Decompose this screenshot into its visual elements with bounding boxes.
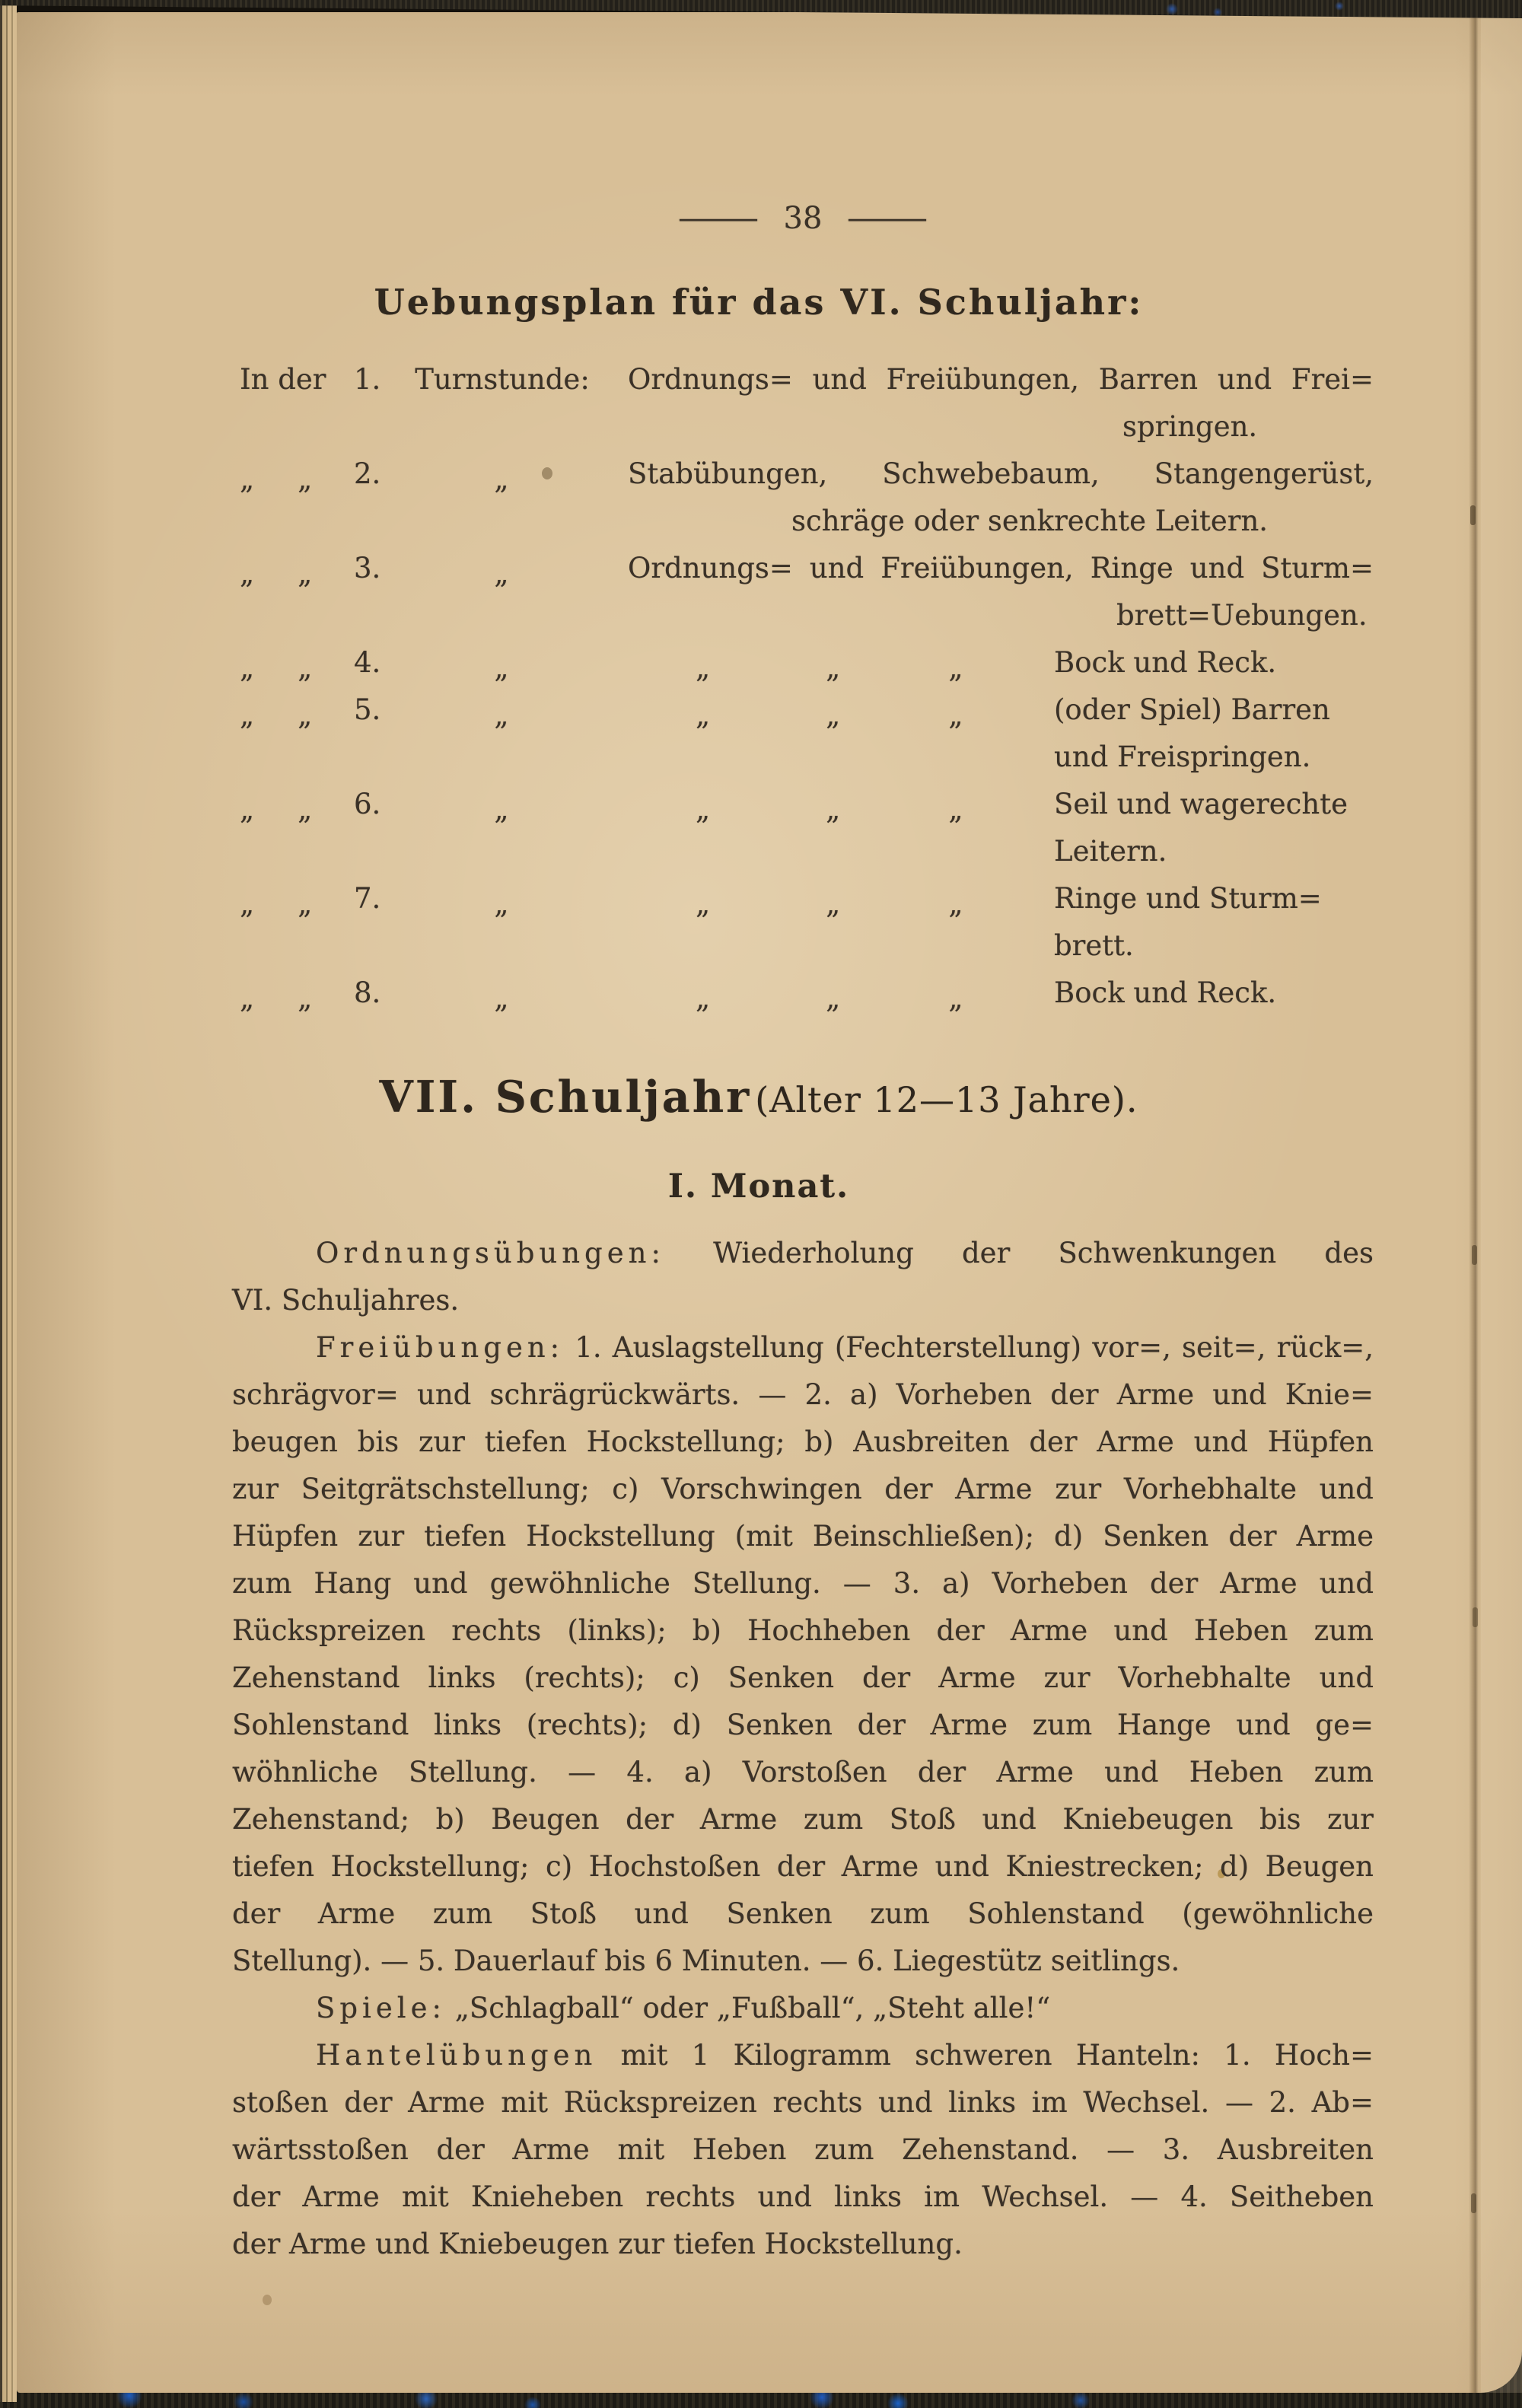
ditto-mark: „: [494, 982, 511, 1014]
text-line: [232, 2032, 1374, 2079]
ditto-mark: „: [696, 982, 712, 1014]
row-content: [601, 356, 1374, 451]
section-heading-title: VII. Schuljahr: [379, 1072, 752, 1123]
row-ditto-marks: [232, 875, 354, 922]
text-span: „Schlagball“ oder „Fußball“, „Steht alle!“: [454, 1992, 1051, 2024]
text-line: zur Seitgrätschstellung; c) Vorschwingen der Arme zur Vorhebhalte und: [232, 1473, 1374, 1505]
ditto-mark: „: [826, 699, 842, 731]
text-line: Stabübungen, Schwebebaum, Stangengerüst,: [628, 457, 1374, 490]
text-line: tiefen Hockstellung; c) Hochstoßen der Arme und Kniestrecken; d) Beugen: [232, 1850, 1374, 1883]
table-row: [232, 356, 1374, 451]
page-number-dash-left: —: [675, 201, 761, 236]
ditto-mark: „: [298, 982, 314, 1014]
page-number: [232, 201, 1374, 236]
ditto-mark: „: [298, 793, 314, 826]
row-content: [601, 875, 1381, 970]
text-line: Zehenstand; b) Beugen der Arme zum Stoß und Kniebeugen bis zur: [232, 1803, 1374, 1836]
row-ditto-marks: [628, 781, 1054, 875]
ditto-mark: „: [826, 793, 842, 826]
text-line: Rückspreizen rechts (links); b) Hochheben der Arme und Heben zum: [232, 1614, 1374, 1647]
row-ditto-marks: [403, 970, 601, 1017]
ditto-mark: „: [298, 887, 314, 920]
ditto-mark: „: [240, 887, 256, 920]
page-number-dash-right: —: [845, 201, 931, 236]
row-ditto-marks: [232, 451, 354, 498]
ditto-mark: „: [948, 699, 965, 731]
row-content: [601, 639, 1381, 686]
paragraph-hanteluebungen: [232, 2032, 1374, 2268]
row-content: [601, 781, 1381, 875]
row-number: 8.: [354, 976, 381, 1009]
ditto-mark: „: [494, 793, 511, 826]
crease-mark: [1470, 505, 1476, 525]
row-lesson-label: Turnstunde:: [415, 363, 590, 396]
row-number: 2.: [354, 457, 381, 490]
text-line: schrägvor= und schrägrückwärts. — 2. a) Vorheben der Arme und Knie=: [232, 1378, 1374, 1411]
table-row: [232, 970, 1374, 1017]
text-line: Bock und Reck.: [1054, 646, 1277, 679]
text-line: Stellung). — 5. Dauerlauf bis 6 Minuten. — 6. Liegestütz seitlings.: [232, 1945, 1180, 1977]
ditto-mark: „: [494, 651, 511, 684]
row-number: 5.: [354, 693, 381, 726]
table-row: [232, 545, 1374, 639]
ditto-mark: „: [298, 557, 314, 590]
page-number-value: 38: [783, 201, 823, 236]
text-line: [232, 1985, 1374, 2032]
row-number: 6.: [354, 788, 381, 820]
page-crease: [1469, 12, 1481, 2393]
text-line: der Arme und Kniebeugen zur tiefen Hockstellung.: [232, 2228, 963, 2260]
paragraph-lead-word: Spiele:: [316, 1992, 446, 2024]
ditto-mark: „: [826, 982, 842, 1014]
text-line: wöhnliche Stellung. — 4. a) Vorstoßen der Arme und Heben zum: [232, 1756, 1374, 1788]
row-ditto-marks: [232, 686, 354, 734]
page-stack-edge: [0, 5, 17, 2402]
row-ditto-marks: [403, 875, 601, 922]
text-line: zum Hang und gewöhnliche Stellung. — 3. a) Vorheben der Arme und: [232, 1567, 1374, 1600]
ditto-mark: „: [826, 887, 842, 920]
text-line: Sohlenstand links (rechts); d) Senken der Arme zum Hange und ge=: [232, 1709, 1374, 1741]
table-row: [232, 639, 1374, 686]
text-line: Zehenstand links (rechts); c) Senken der Arme zur Vorhebhalte und: [232, 1661, 1374, 1694]
text-line: schräge oder senkrechte Leitern.: [791, 505, 1269, 537]
plan-title: Uebungsplan für das VI. Schuljahr:: [374, 282, 1144, 323]
text-line: VI. Schuljahres.: [232, 1284, 460, 1317]
apparatus-text: [1054, 686, 1381, 781]
ditto-mark: „: [696, 699, 712, 731]
ditto-mark: „: [298, 463, 314, 495]
ditto-mark: „: [240, 699, 256, 731]
text-line: und Freispringen.: [1054, 741, 1311, 773]
row-ditto-marks: [628, 639, 1054, 686]
table-row: [232, 451, 1374, 545]
ditto-mark: „: [494, 463, 511, 495]
text-line: Ordnungs= und Freiübungen, Ringe und Sturm=: [628, 552, 1374, 584]
text-span: mit 1 Kilogramm schweren Hanteln: 1. Hoch=: [620, 2039, 1374, 2072]
paragraph-lead-word: Hantelübungen: [316, 2039, 597, 2072]
row-ditto-marks: [628, 875, 1054, 970]
row-ditto-marks: [232, 545, 354, 592]
ditto-mark: „: [240, 982, 256, 1014]
row-ditto-marks: [403, 451, 601, 498]
table-row: [232, 781, 1374, 875]
section-heading: [188, 1072, 1329, 1123]
text-line: brett=Uebungen.: [1116, 599, 1368, 632]
ditto-mark: „: [298, 651, 314, 684]
apparatus-text: [1054, 781, 1381, 875]
text-line: der Arme zum Stoß und Senken zum Sohlenstand (gewöhnliche: [232, 1897, 1374, 1930]
text-line: Ordnungs= und Freiübungen, Barren und Frei=: [628, 363, 1374, 396]
text-line: [232, 1324, 1374, 1371]
ditto-mark: „: [826, 651, 842, 684]
text-line: [232, 1230, 1374, 1277]
paragraph-freiuebungen: [232, 1324, 1374, 1985]
row-ditto-marks: [628, 970, 1054, 1017]
text-line: Ringe und Sturm=: [1054, 882, 1322, 915]
ditto-mark: „: [240, 557, 256, 590]
exercise-plan-table: [232, 356, 1374, 1017]
text-line: springen.: [1122, 410, 1258, 443]
paragraph-lead-word: Freiübungen:: [316, 1331, 565, 1364]
ditto-mark: „: [696, 887, 712, 920]
ditto-mark: „: [240, 463, 256, 495]
ditto-mark: „: [948, 887, 965, 920]
paragraph-ordnungsuebungen: [232, 1230, 1374, 1324]
text-line: Hüpfen zur tiefen Hockstellung (mit Beinschließen); d) Senken der Arme: [232, 1520, 1374, 1553]
ditto-mark: „: [494, 557, 511, 590]
row-number: 1.: [354, 363, 381, 396]
ditto-mark: „: [948, 982, 965, 1014]
row-ditto-marks: [232, 639, 354, 686]
table-row: [232, 875, 1374, 970]
book-page: [17, 12, 1522, 2393]
text-line: beugen bis zur tiefen Hockstellung; b) Ausbreiten der Arme und Hüpfen: [232, 1425, 1374, 1458]
text-span: Wiederholung der Schwenkungen des: [713, 1237, 1374, 1269]
paragraph-spiele: [232, 1985, 1374, 2032]
apparatus-text: [1054, 639, 1381, 686]
text-line: (oder Spiel) Barren: [1054, 693, 1330, 726]
row-number: 3.: [354, 552, 381, 584]
text-line: brett.: [1054, 929, 1134, 962]
row-ditto-marks: [628, 686, 1054, 781]
row-ditto-marks: [232, 970, 354, 1017]
text-line: Bock und Reck.: [1054, 976, 1277, 1009]
ditto-mark: „: [696, 651, 712, 684]
text-line: der Arme mit Knieheben rechts und links im Wechsel. — 4. Seitheben: [232, 2180, 1374, 2213]
ditto-mark: „: [494, 699, 511, 731]
row-content: [601, 970, 1381, 1017]
body-text: [232, 1230, 1374, 2268]
text-span: 1. Auslagstellung (Fechterstellung) vor=, seit=, rück=,: [575, 1331, 1374, 1364]
ditto-mark: „: [240, 793, 256, 826]
ditto-mark: „: [948, 651, 965, 684]
row-label: In der: [240, 363, 326, 396]
ditto-mark: „: [696, 793, 712, 826]
row-ditto-marks: [403, 686, 601, 734]
page-content: [232, 12, 1374, 2393]
row-content: [601, 451, 1374, 545]
apparatus-text: [1054, 970, 1381, 1017]
section-heading-age: (Alter 12—13 Jahre).: [755, 1079, 1138, 1120]
ditto-mark: „: [240, 651, 256, 684]
month-subheading: I. Monat.: [667, 1167, 850, 1206]
ditto-mark: „: [948, 793, 965, 826]
row-content: [601, 545, 1374, 639]
paragraph-lead-word: Ordnungsübungen:: [316, 1237, 665, 1269]
text-line: Leitern.: [1054, 835, 1167, 868]
page-crease-highlight: [1481, 12, 1522, 2393]
row-content: [601, 686, 1381, 781]
ditto-mark: „: [298, 699, 314, 731]
row-number: 4.: [354, 646, 381, 679]
row-ditto-marks: [403, 639, 601, 686]
text-line: Seil und wagerechte: [1054, 788, 1348, 820]
ditto-mark: „: [494, 887, 511, 920]
text-line: wärtsstoßen der Arme mit Heben zum Zehenstand. — 3. Ausbreiten: [232, 2133, 1374, 2166]
apparatus-text: [1054, 875, 1381, 970]
table-row: [232, 686, 1374, 781]
row-number: 7.: [354, 882, 381, 915]
text-line: stoßen der Arme mit Rückspreizen rechts und links im Wechsel. — 2. Ab=: [232, 2086, 1374, 2119]
row-ditto-marks: [403, 781, 601, 828]
row-ditto-marks: [232, 781, 354, 828]
row-ditto-marks: [403, 545, 601, 592]
